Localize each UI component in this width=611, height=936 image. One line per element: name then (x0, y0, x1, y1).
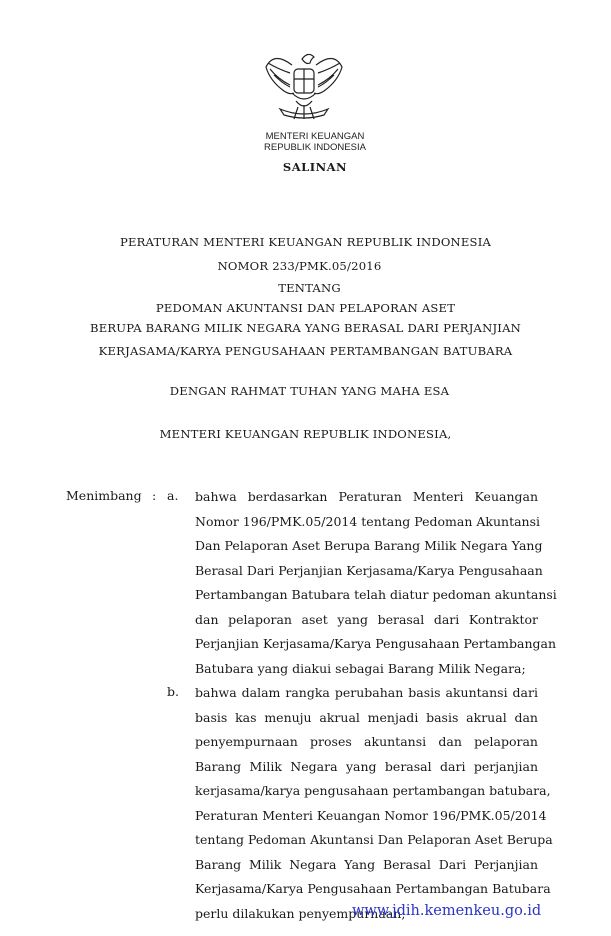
paragraph-line: Nomor 196/PMK.05/2014 tentang Pedoman Akuntansi (195, 513, 541, 529)
item-letter-b: b. (167, 684, 179, 699)
paragraph-line: tentang Pedoman Akuntansi Dan Pelaporan Aset Berupa (195, 832, 553, 847)
ministry-heading (230, 131, 400, 153)
paragraph-line: basis kas menuju akrual menjadi basis akrual dan (195, 709, 538, 725)
authority-line: MENTERI KEUANGAN REPUBLIK INDONESIA, (159, 427, 452, 441)
title-line-1: PERATURAN MENTERI KEUANGAN REPUBLIK INDONESIA (119, 235, 492, 249)
paragraph-line: kerjasama/karya pengusahaan pertambangan batubara, (195, 783, 551, 798)
considering-label: Menimbang (66, 488, 142, 503)
paragraph-line: Batubara yang diakui sebagai Barang Milik Negara; (195, 660, 526, 676)
paragraph-line: Barang Milik Negara yang berasal dari perjanjian (195, 758, 538, 774)
paragraph-line: Perjanjian Kerjasama/Karya Pengusahaan Pertambangan (195, 636, 557, 651)
garuda-emblem-icon (262, 45, 346, 127)
title-tentang: TENTANG (278, 281, 341, 295)
title-line-4: PEDOMAN AKUNTANSI DAN PELAPORAN ASET (155, 301, 456, 315)
paragraph-line: Kerjasama/Karya Pengusahaan Pertambangan Batubara (195, 881, 551, 896)
paragraph-line: bahwa berdasarkan Peraturan Menteri Keuangan (195, 489, 538, 504)
salinan-stamp: SALINAN (282, 160, 348, 174)
paragraph-line: Pertambangan Batubara telah diatur pedoman akuntansi (195, 587, 557, 602)
paragraph-line: perlu dilakukan penyempurnaan; (195, 905, 406, 921)
ministry-line-2: REPUBLIK INDONESIA (264, 142, 366, 153)
title-line-5: BERUPA BARANG MILIK NEGARA YANG BERASAL DARI PERJANJIAN (89, 321, 522, 335)
website-link[interactable]: www.jdih.kemenkeu.go.id (352, 903, 542, 919)
paragraph-line: penyempurnaan proses akuntansi dan pelaporan (195, 734, 538, 749)
paragraph-line: Dan Pelaporan Aset Berupa Barang Milik Negara Yang (195, 538, 543, 553)
regulation-number: NOMOR 233/PMK.05/2016 (217, 259, 382, 273)
paragraph-line: bahwa dalam rangka perubahan basis akuntansi dari (195, 685, 538, 700)
considering-colon: : (152, 488, 157, 503)
paragraph-line: Barang Milik Negara Yang Berasal Dari Perjanjian (195, 856, 538, 872)
paragraph-line: dan pelaporan aset yang berasal dari Kontraktor (195, 611, 538, 627)
item-letter-a: a. (167, 488, 179, 503)
title-line-6: KERJASAMA/KARYA PENGUSAHAAN PERTAMBANGAN BATUBARA (98, 344, 513, 358)
ministry-line-1: MENTERI KEUANGAN (265, 131, 365, 142)
opening-phrase: DENGAN RAHMAT TUHAN YANG MAHA ESA (169, 384, 450, 398)
paragraph-line: Berasal Dari Perjanjian Kerjasama/Karya Pengusahaan (195, 562, 543, 578)
paragraph-line: Peraturan Menteri Keuangan Nomor 196/PMK.05/2014 (195, 807, 547, 823)
